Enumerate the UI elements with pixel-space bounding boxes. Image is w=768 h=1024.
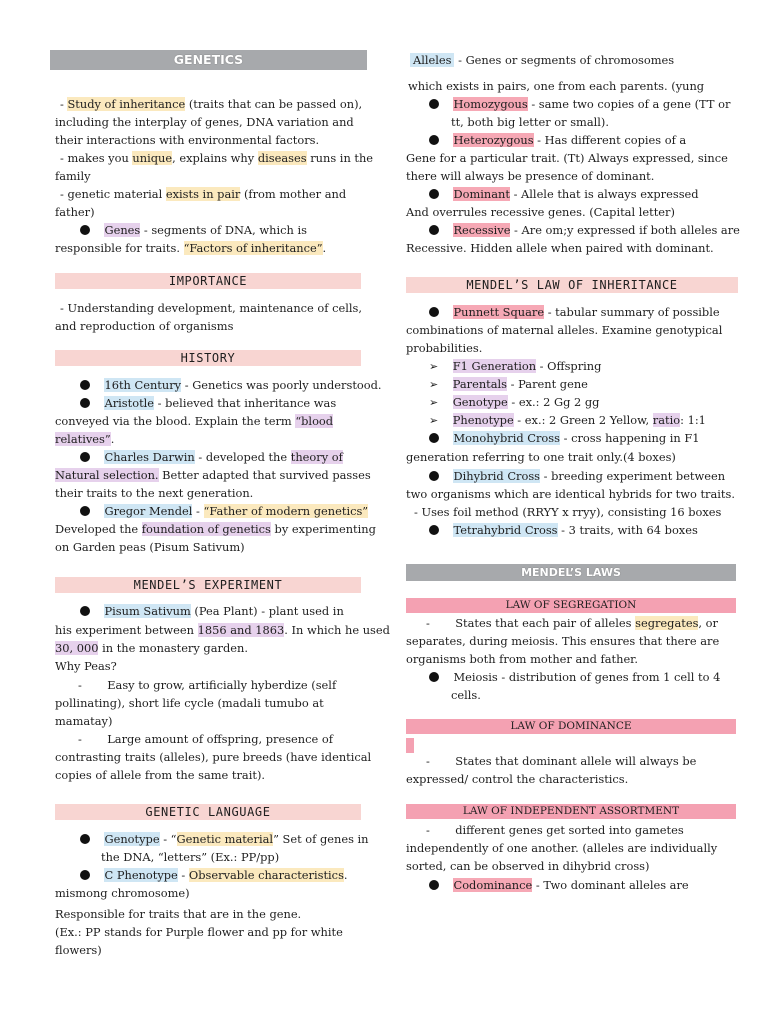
bullet-icon bbox=[429, 307, 439, 317]
intro-line: family bbox=[55, 169, 91, 183]
history-bullet: Gregor Mendel - “Father of modern genetics” bbox=[80, 502, 368, 520]
language-bullet: Genotype - “Genetic material” Set of genes in bbox=[80, 830, 369, 848]
intro-line: father) bbox=[55, 205, 95, 219]
experiment-line: copies of allele from the same trait). bbox=[55, 768, 266, 782]
alleles-line: Alleles - Genes or segments of chromosomes bbox=[410, 51, 674, 69]
inheritance-arrow-item: ➢ Phenotype - ex.: 2 Green 2 Yellow, ratio: 1:1 bbox=[429, 413, 706, 427]
intro-line: - Study of inheritance (traits that can be passed on), bbox=[60, 97, 363, 111]
experiment-line: mamatay) bbox=[55, 714, 113, 728]
genetics-title: GENETICS bbox=[50, 50, 367, 70]
experiment-dash: - Easy to grow, artificially hyberdize (self bbox=[78, 678, 337, 692]
bullet-icon bbox=[429, 189, 439, 199]
experiment-dash: - Large amount of offspring, presence of bbox=[78, 732, 333, 746]
segregation-line: separates, during meiosis. This ensures that there are bbox=[406, 634, 720, 648]
independent-dash: - different genes get sorted into gametes bbox=[426, 823, 684, 837]
bullet-icon bbox=[80, 398, 90, 408]
intro-line: including the interplay of genes, DNA variation and bbox=[55, 115, 354, 129]
independent-line: independently of one another. (alleles are individually bbox=[406, 841, 718, 855]
intro-bullet: Genes - segments of DNA, which is bbox=[80, 221, 307, 239]
independent-bullet: Codominance - Two dominant alleles are bbox=[429, 876, 689, 894]
language-line: flowers) bbox=[55, 943, 102, 957]
history-line: their traits to the next generation. bbox=[55, 486, 254, 500]
alleles-line: And overrules recessive genes. (Capital letter) bbox=[406, 205, 675, 219]
history-bullet: Aristotle - believed that inheritance was bbox=[80, 394, 336, 412]
history-line: on Garden peas (Pisum Sativum) bbox=[55, 540, 245, 554]
language-bullet: C Phenotype - Observable characteristics. bbox=[80, 866, 348, 884]
law-inheritance-heading: MENDEL’S LAW OF INHERITANCE bbox=[406, 277, 738, 293]
bullet-icon bbox=[429, 880, 439, 890]
intro-line: responsible for traits. “Factors of inheritance”. bbox=[55, 241, 327, 255]
intro-line: - makes you unique, explains why diseases runs in the bbox=[60, 151, 374, 165]
inheritance-bullet: Punnett Square - tabular summary of possible bbox=[429, 303, 720, 321]
experiment-line: pollinating), short life cycle (madali tumubo at bbox=[55, 696, 324, 710]
bullet-icon bbox=[429, 433, 439, 443]
inheritance-bullet: Monohybrid Cross - cross happening in F1 bbox=[429, 429, 700, 447]
alleles-bullet: Dominant - Allele that is always expressed bbox=[429, 185, 699, 203]
alleles-line: there will always be presence of dominant. bbox=[406, 169, 655, 183]
law-segregation-heading: LAW OF SEGREGATION bbox=[406, 598, 736, 613]
bullet-icon bbox=[80, 834, 90, 844]
experiment-heading: MENDEL’S EXPERIMENT bbox=[55, 577, 361, 593]
experiment-line: his experiment between 1856 and 1863. In which he used bbox=[55, 623, 390, 637]
inheritance-arrow-item: ➢ Parentals - Parent gene bbox=[429, 377, 588, 391]
bullet-icon bbox=[80, 225, 90, 235]
experiment-line: 30, 000 in the monastery garden. bbox=[55, 641, 248, 655]
law-dominance-heading: LAW OF DOMINANCE bbox=[406, 719, 736, 734]
intro-line: - genetic material exists in pair (from mother and bbox=[60, 187, 347, 201]
alleles-line: which exists in pairs, one from each parents. (yung bbox=[408, 79, 705, 93]
segregation-line: cells. bbox=[451, 688, 481, 702]
alleles-bullet: Heterozygous - Has different copies of a bbox=[429, 131, 686, 149]
bullet-icon bbox=[429, 99, 439, 109]
inheritance-line: - Uses foil method (RRYY x rryy), consisting 16 boxes bbox=[414, 505, 722, 519]
language-line: the DNA, “letters” (Ex.: PP/pp) bbox=[101, 850, 280, 864]
importance-line: and reproduction of organisms bbox=[55, 319, 234, 333]
bullet-icon bbox=[80, 452, 90, 462]
bullet-icon bbox=[80, 506, 90, 516]
inheritance-bullet: Tetrahybrid Cross - 3 traits, with 64 boxes bbox=[429, 521, 698, 539]
bullet-icon bbox=[80, 606, 90, 616]
bullet-icon bbox=[80, 380, 90, 390]
inheritance-line: probabilities. bbox=[406, 341, 483, 355]
language-heading: GENETIC LANGUAGE bbox=[55, 804, 361, 820]
mendels-laws-title: MENDEL’S LAWS bbox=[406, 564, 736, 581]
bullet-icon bbox=[429, 672, 439, 682]
history-line: relatives”. bbox=[55, 432, 115, 446]
alleles-line: Gene for a particular trait. (Tt) Always expressed, since bbox=[406, 151, 728, 165]
history-heading: HISTORY bbox=[55, 350, 361, 366]
experiment-line: Why Peas? bbox=[55, 659, 117, 673]
segregation-line: organisms both from mother and father. bbox=[406, 652, 638, 666]
bullet-icon bbox=[80, 870, 90, 880]
arrow-icon: ➢ bbox=[429, 414, 439, 427]
inheritance-bullet: Dihybrid Cross - breeding experiment between bbox=[429, 467, 725, 485]
arrow-icon: ➢ bbox=[429, 378, 439, 391]
highlight-marker bbox=[406, 738, 414, 753]
alleles-bullet: Homozygous - same two copies of a gene (TT or bbox=[429, 95, 730, 113]
history-line: Developed the foundation of genetics by experimenting bbox=[55, 522, 376, 536]
law-independent-heading: LAW OF INDEPENDENT ASSORTMENT bbox=[406, 804, 736, 819]
experiment-bullet: Pisum Sativum (Pea Plant) - plant used in bbox=[80, 602, 344, 620]
history-line: Natural selection. Better adapted that survived passes bbox=[55, 468, 371, 482]
history-bullet: Charles Darwin - developed the theory of bbox=[80, 448, 343, 466]
importance-line: - Understanding development, maintenance of cells, bbox=[60, 301, 362, 315]
intro-line: their interactions with environmental factors. bbox=[55, 133, 320, 147]
alleles-line: Recessive. Hidden allele when paired with dominant. bbox=[406, 241, 714, 255]
inheritance-line: generation referring to one trait only.(4 boxes) bbox=[406, 450, 676, 464]
independent-line: sorted, can be observed in dihybrid cross) bbox=[406, 859, 650, 873]
inheritance-line: two organisms which are identical hybrids for two traits. bbox=[406, 487, 735, 501]
segregation-bullet: Meiosis - distribution of genes from 1 cell to 4 bbox=[429, 668, 720, 686]
language-line: (Ex.: PP stands for Purple flower and pp for white bbox=[55, 925, 343, 939]
inheritance-arrow-item: ➢ Genotype - ex.: 2 Gg 2 gg bbox=[429, 395, 600, 409]
history-line: conveyed via the blood. Explain the term “blood bbox=[55, 414, 334, 428]
experiment-line: contrasting traits (alleles), pure breeds (have identical bbox=[55, 750, 372, 764]
arrow-icon: ➢ bbox=[429, 396, 439, 409]
history-bullet: 16th Century - Genetics was poorly understood. bbox=[80, 376, 382, 394]
alleles-line: tt, both big letter or small). bbox=[451, 115, 609, 129]
dominance-line: expressed/ control the characteristics. bbox=[406, 772, 629, 786]
segregation-dash: - States that each pair of alleles segregates, or bbox=[426, 616, 718, 630]
bullet-icon bbox=[429, 225, 439, 235]
bullet-icon bbox=[429, 471, 439, 481]
dominance-dash: - States that dominant allele will always be bbox=[426, 754, 697, 768]
language-line: Responsible for traits that are in the gene. bbox=[55, 907, 302, 921]
inheritance-line: combinations of maternal alleles. Examine genotypical bbox=[406, 323, 723, 337]
language-line: mismong chromosome) bbox=[55, 886, 190, 900]
alleles-bullet: Recessive - Are om;y expressed if both alleles are bbox=[429, 221, 740, 239]
inheritance-arrow-item: ➢ F1 Generation - Offspring bbox=[429, 359, 602, 373]
bullet-icon bbox=[429, 135, 439, 145]
bullet-icon bbox=[429, 525, 439, 535]
arrow-icon: ➢ bbox=[429, 360, 439, 373]
importance-heading: IMPORTANCE bbox=[55, 273, 361, 289]
